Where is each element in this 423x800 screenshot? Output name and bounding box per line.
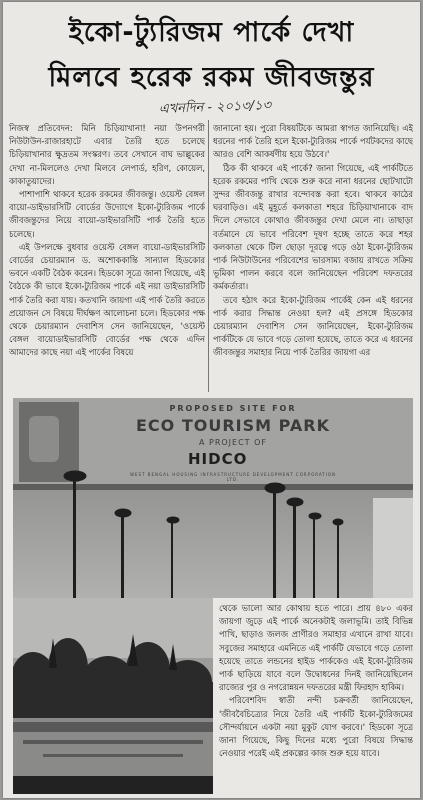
right-top-paragraph-3: তবে হঠাৎ করে ইকো-ট্যুরিজম পার্কেই কেন এই ধরনের পার্ক করার সিদ্ধান্ত নেওয়া হল? এই প্রসঙ্গে হিডকোর চেয়ারম্যান দেবাশিস সেন জানিয়েছেন, ইকো-ট্যুরিজম পার্কটিকে যে ভাবে গড়ে তোলা হয়েছে, তাতে করে এ ধরনের জীবজন্তুর সমাহার নিয়ে পার্ক তৈরির জায়গা এর [213,294,413,358]
right-top-paragraph-1: জানানো হয়। পুরো বিষয়টিকে আমরা স্বাগত জানিয়েছি। এই ধরনের পার্ক তৈরি হলে ইকো-ট্যুরিজম পার্কে পর্যটকদের কাছে আরও বেশি আকর্ষণীয় হয়ে উঠবে।' [213,123,413,160]
sign-fine-print: WEST BENGAL HOUSING INFRASTRUCTURE DEVELOPMENT CORPORATION LTD. [129,472,337,482]
sign-a-project-of: A PROJECT OF [198,438,268,447]
left-column [9,122,205,392]
headline-line-2: মিলবে হরেক রকম জীবজন্তুর [48,62,375,93]
left-paragraph-2: পাশাপাশি থাকবে হরেক রকমের জীবজন্তু। ওয়েস্ট বেঙ্গল বায়ো-ডাইভারসিটি বোর্ডের উদ্যোগে ইকো-ট্যুরিজম পার্কে জীবজন্তুদের নিয়ে বায়ো-ডাইভারসিটি পার্ক তৈরি হতে চলেছে। [9,189,205,239]
sign-proposed-site: PROPOSED SITE FOR [169,404,297,413]
signboard-photo [13,398,413,598]
right-column-bottom [219,602,413,794]
right-bottom-paragraph-2: পরিবেশবিদ স্বাতী নন্দী চক্রবর্তী জানিয়েছেন, 'জীববৈচিত্র্যের নিয়ে তৈরি এই পার্কটি ইকো-ট্যুরিজমের সৌন্দর্যায়নে একটা নয়া মুকুট যোগ করবে।' হিডকো সূত্রে জানা গিয়েছে, কিছু দিনের মধ্যে পুরো বিষয়ে সিদ্ধান্ত নেওয়ার পরেই এই প্রকল্পের কাজ শুরু হয়ে যাবে। [219,695,413,759]
wetland-scene [13,598,213,794]
sign-eco-tourism-park: ECO TOURISM PARK [136,416,330,435]
right-bottom-paragraph-1: থেকে ভালো আর কোথায় হতে পারে। প্রায় ৪৮০ একর জায়গা জুড়ে এই পার্কে অনেকটাই জলাভূমি। তাই বিভিন্ন পাখি, ছাড়াও জলজ প্রাণীরও সমাহার এখানে রাখা যাবে। সবুজের সমাহারে এমনিতে এই পার্কটি যেভাবে গড়ে তোলা হয়েছে তাতে লন্ডনের হাইড পার্ককেও এই ইকো-ট্যুরিজম পার্ক ছাড়িয়ে যাবে বলে উদ্বোধনের দিনই জানিয়েছিলেন রাজ্যের পুর ও নগরোন্নয়ন দফতরের মন্ত্রী ফিরহাদ হাকিম। [219,603,413,693]
wetland-photo [13,598,213,794]
handwritten-date: এখনদিন - ২০১৩/১৩ [158,98,272,117]
right-column-top [213,122,413,392]
headline-line-1: ইকো-ট্যুরিজম পার্কে দেখা [68,17,355,48]
left-paragraph-3: এই উপলক্ষে বুধবার ওয়েস্ট বেঙ্গল বায়ো-ডাইভারসিটি বোর্ডের চেয়ারম্যান ড. অশোককান্তি সান্যাল হিডকোর ভবনে একটি বৈঠক করেন। হিডকো সূত্রে জানা গিয়েছে, এই বৈঠকে কী ভাবে ইকো-ট্যুরিজম পার্কে এই নয়া ডাইভারসিটি পার্ক তৈরি করা যায়। কতখানি জায়গা এই পার্ক তৈরি করতে প্রয়োজন সে বিষয়ে দীর্ঘক্ষণ আলোচনা চলে। হিডকোর পক্ষ থেকে চেয়ারম্যান দেবাশিস সেন জানিয়েছেন, 'ওয়েস্ট বেঙ্গল বায়োডাইভারসিটি বোর্ডের পক্ষ থেকে এদিন আমাদের কাছে নয়া এই পার্কের বিষয়ে [9,241,205,358]
left-paragraph-1: নিজস্ব প্রতিবেদন: মিনি চিড়িয়াখানা! নয়া উপনগরী নিউটাউন-রাজারহাটে এবার তৈরি হতে চলেছে চিড়িয়াখানার ক্ষুদ্রতম সংস্করণ। তবে সেখানে বাঘ ভাল্লুকের দেখা না-মিললেও দেখা মিলবে লেপার্ড, হরিণ, কোয়েল, কাকাতুয়াদের। [9,123,205,186]
right-top-paragraph-2: ঠিক কী থাকবে এই পার্কে? জানা গিয়েছে, এই পার্কটিতে হরেক রকমের পাখি থেকে শুরু করে নানা ধরনের ছোটখাটো সুন্দর জীবজন্তু রাখার বন্দোবস্ত করা হবে। থাকবে কাঠের ঘরবাড়িও। এই মুহূর্তে কলকাতা শহরে চিড়িয়াখানাকে বাদ দিলে সেভাবে কোথাও জীবজন্তুর দেখা মেলে না। তাছাড়া বর্তমানে যে ভাবে পরিবেশ দূষণ হচ্ছে তাতে করে শহর কলকাতা থেকে টিল ছোড়া দূরত্বে গড়ে ওঠা ইকো-ট্যুরিজম পার্ক নিউটাউনের পরিবেশের ভারসাম্য বজায় রাখতে সক্রিয় ভূমিকা পালন করবে বলে জানিয়েছেন পরিবেশ দফতরের কর্মকর্তারা। [213,162,413,292]
column-divider [208,120,209,392]
newspaper-clipping [3,2,420,798]
hidco-logo: HIDCO [188,450,248,468]
